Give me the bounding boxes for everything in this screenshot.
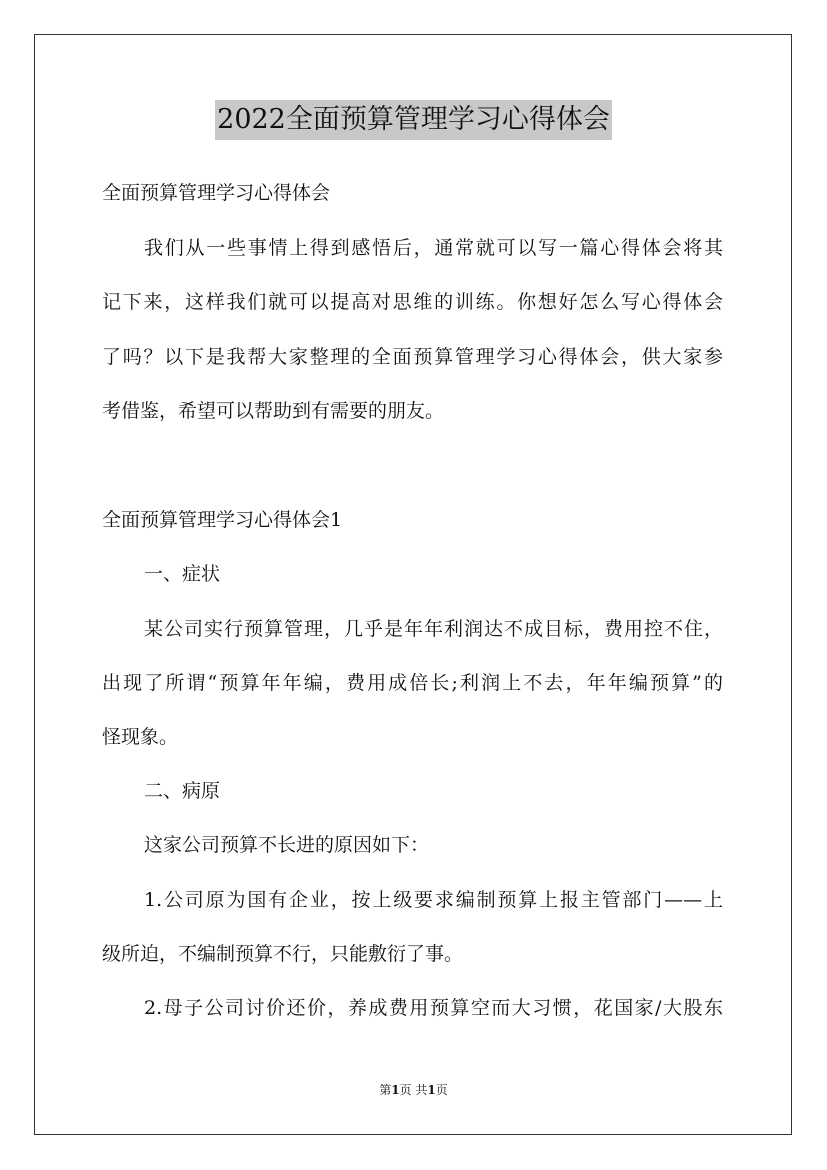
footer-page-number: 1 [391, 1083, 400, 1097]
intro-line-4: 考借鉴，希望可以帮助到有需要的朋友。 [102, 400, 445, 422]
symptom-heading: 一、症状 [144, 563, 221, 585]
footer-total-pages: 1 [427, 1083, 436, 1097]
intro-line-2: 记下来，这样我们就可以提高对思维的训练。你想好怎么写心得体会 [102, 291, 723, 313]
footer-mid: 页 共 [399, 1083, 428, 1097]
title-container [0, 100, 827, 140]
document-title: 2022全面预算管理学习心得体会 [215, 100, 612, 140]
cause-1-line-2: 级所迫，不编制预算不行，只能敷衍了事。 [102, 943, 464, 965]
cause-heading: 二、病原 [144, 780, 221, 802]
symptom-line-2: 出现了所谓“预算年年编，费用成倍长;利润上不去，年年编预算”的 [102, 672, 723, 694]
footer-suffix: 页 [435, 1083, 448, 1097]
cause-intro: 这家公司预算不长进的原因如下： [144, 834, 430, 856]
symptom-line-1: 某公司实行预算管理，几乎是年年利润达不成目标，费用控不住， [144, 618, 723, 640]
symptom-line-3: 怪现象。 [102, 726, 179, 748]
cause-1-line-1: 1.公司原为国有企业，按上级要求编制预算上报主管部门——上 [144, 889, 723, 911]
footer-prefix: 第 [379, 1083, 392, 1097]
page-footer [0, 1082, 827, 1098]
intro-line-1: 我们从一些事情上得到感悟后，通常就可以写一篇心得体会将其 [144, 237, 723, 259]
intro-line-3: 了吗？以下是我帮大家整理的全面预算管理学习心得体会，供大家参 [102, 346, 723, 368]
cause-2-line-1: 2.母子公司讨价还价，养成费用预算空而大习惯，花国家/大股东 [144, 997, 723, 1019]
document-subtitle: 全面预算管理学习心得体会 [102, 182, 331, 204]
section-heading: 全面预算管理学习心得体会1 [102, 509, 343, 531]
